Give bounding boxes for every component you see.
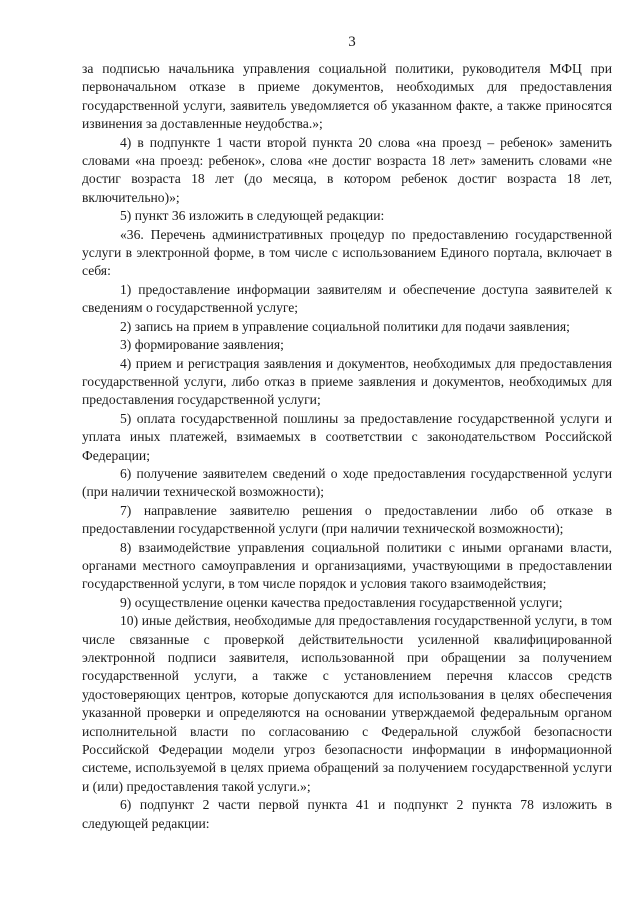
paragraph-item-4: 4) в подпункте 1 части второй пункта 20 слова «на проезд – ребенок» заменить словами «на проезд: ребенок», слова «не достиг возраста 18 лет» заменить словами «не достиг возраста 18 лет (до месяца, в котором ребенок достиг возраста 18 лет, включительно)»; — [82, 134, 612, 205]
paragraph-clause-36: «36. Перечень административных процедур по предоставлению государственной услуги в электронной форме, в том числе с использованием Единого портала, включает в себя: — [82, 226, 612, 279]
paragraph-subitem-1: 1) предоставление информации заявителям и обеспечение доступа заявителей к сведениям о государственной услуге; — [82, 281, 612, 316]
paragraph-item-5: 5) пункт 36 изложить в следующей редакции: — [120, 208, 385, 224]
paragraph-subitem-5: 5) оплата государственной пошлины за предоставление государственной услуги и уплата иных платежей, взимаемых в соответствии с законодательством Российской Федерации; — [82, 410, 612, 463]
paragraph-subitem-2: 2) запись на прием в управление социальной политики для подачи заявления; — [120, 318, 570, 334]
paragraph-subitem-6: 6) получение заявителем сведений о ходе предоставления государственной услуги (при наличии технической возможности); — [82, 465, 612, 500]
paragraph-subitem-3: 3) формирование заявления; — [120, 337, 284, 353]
paragraph-subitem-4: 4) прием и регистрация заявления и документов, необходимых для предоставления государственной услуги, либо отказ в приеме заявления и документов, необходимых для предоставления государственной услуги; — [82, 355, 612, 408]
paragraph-subitem-10: 10) иные действия, необходимые для предоставления государственной услуги, в том числе связанные с проверкой действительности усиленной квалифицированной электронной подписи заявителя, использованной при обращении за получением государственной услуги, а также с установлением перечня классов средств удостоверяющих центров, которые допускаются для использования в целях обеспечения указанной проверки и определяются на основании утверждаемой федеральным органом исполнительной власти по согласованию с Федеральной службой безопасности Российской Федерации модели угроз безопасности информации в информационной системе, используемой в целях приема обращений за получением государственной услуги и (или) предоставления такой услуги.»; — [82, 613, 612, 794]
paragraph-subitem-7: 7) направление заявителю решения о предоставлении либо об отказе в предоставлении государственной услуги (при наличии технической возможности); — [82, 502, 612, 537]
page-number: 3 — [348, 34, 356, 50]
paragraph-item-6: 6) подпункт 2 части первой пункта 41 и подпункт 2 пункта 78 изложить в следующей редакции: — [82, 797, 612, 831]
paragraph-continuation: за подписью начальника управления социальной политики, руководителя МФЦ при первоначальном отказе в приеме документов, необходимых для предоставления государственной услуги, заявитель уведомляется об указанном факте, а также приносятся извинения за доставленные неудобства.»; — [82, 61, 612, 132]
document-body — [82, 60, 612, 833]
paragraph-subitem-8: 8) взаимодействие управления социальной политики с иными органами власти, органами местного самоуправления и организациями, участвующими в предоставлении государственной услуги, в том числе порядок и условия такого взаимодействия; — [82, 539, 612, 592]
paragraph-subitem-9: 9) осуществление оценки качества предоставления государственной услуги; — [120, 594, 563, 610]
